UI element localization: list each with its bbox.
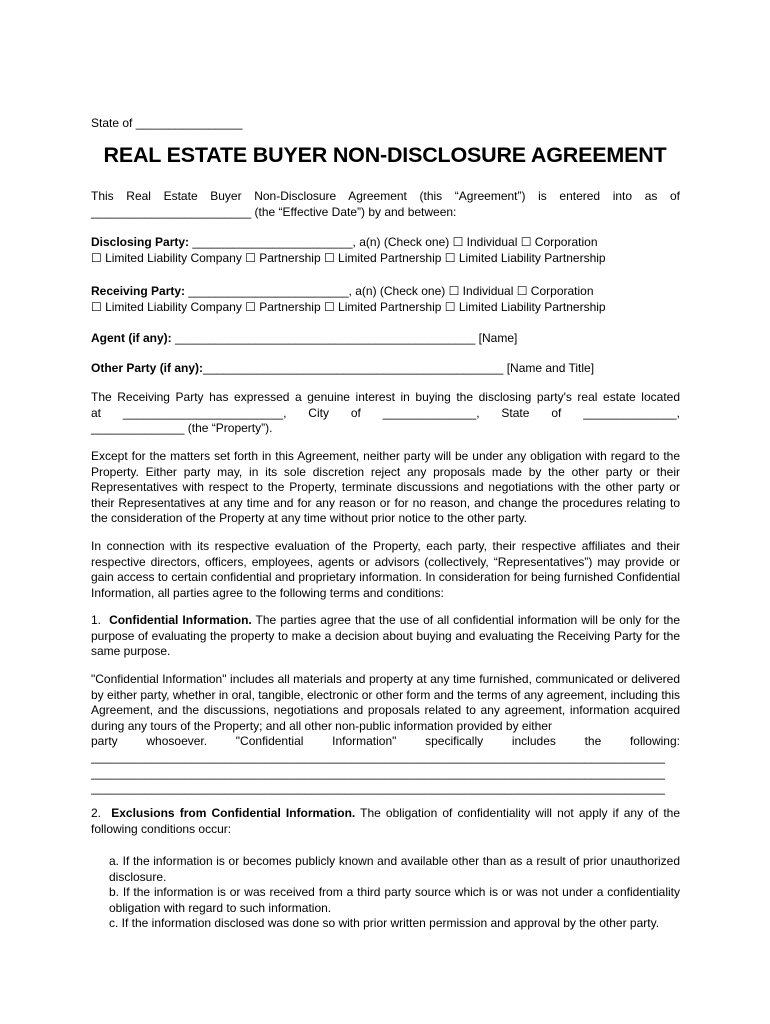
section-2 <box>91 806 680 837</box>
receiving-party-line-1: ________________________, a(n) (Check one) ☐ Individual ☐ Corporation <box>185 284 594 298</box>
section-1-heading: Confidential Information. <box>109 613 252 627</box>
exclusion-item-c: c. If the information disclosed was done so with prior written permission and approval by the other party. <box>109 916 660 931</box>
except-paragraph: Except for the matters set forth in this Agreement, neither party will be under any obligation with regard to the Property. Either party may, in its sole discretion reject any proposals made by the other party or their Representatives with respect to the Property, terminate discussions and negotiations with the other party or their Representatives at any time and for any reason or for no reason, and change the procedures relating to the consideration of the Property at any time without prior notice to the other party. <box>91 449 680 526</box>
exclusions-list <box>91 854 680 932</box>
section-2-text: The obligation of confidentiality will not apply if any of the following conditions occur: <box>91 806 681 836</box>
disclosing-party-line-1: ________________________, a(n) (Check one) ☐ Individual ☐ Corporation <box>189 235 598 249</box>
property-line-1: The Receiving Party has expressed a genuine interest in buying the disclosing party's real estate located <box>91 390 680 404</box>
blank-line-1: ______________________________________________________________________________________ <box>91 749 665 764</box>
receiving-party-block <box>91 284 680 315</box>
disclosing-party-line-2: ☐ Limited Liability Company ☐ Partnership ☐ Limited Partnership ☐ Limited Liability Partnership <box>91 250 606 265</box>
definition-last-line: party whosoever. "Confidential Information" specifically includes the following: <box>91 734 680 749</box>
section-2-heading: Exclusions from Confidential Information. <box>111 806 356 820</box>
section-1-number: 1. <box>91 613 102 627</box>
blank-line-3: ______________________________________________________________________________________ <box>91 781 665 796</box>
intro-paragraph <box>91 189 680 220</box>
state-line: State of ________________ <box>91 116 243 130</box>
section-2-number: 2. <box>91 806 102 820</box>
other-party-line <box>91 361 680 377</box>
receiving-party-line-2: ☐ Limited Liability Company ☐ Partnership ☐ Limited Partnership ☐ Limited Liability Partnership <box>91 299 606 314</box>
disclosing-party-block <box>91 235 680 266</box>
document-title: REAL ESTATE BUYER NON-DISCLOSURE AGREEMENT <box>103 143 667 167</box>
intro-line-2: ________________________ (the “Effective Date”) by and between: <box>91 204 457 219</box>
connection-paragraph: In connection with its respective evaluation of the Property, each party, their respective affiliates and their respective directors, officers, employees, agents or advisors (collectively, “Representatives”) may provide or gain access to certain confidential and proprietary information. In consideration for being furnished Confidential Information, all parties agree to the following terms and conditions: <box>91 539 680 600</box>
receiving-party-label: Receiving Party: <box>91 284 186 298</box>
agent-field: _____________________________________________ [Name] <box>171 331 518 345</box>
other-party-field: _____________________________________________ [Name and Title] <box>203 361 595 375</box>
property-line-2: at ________________________, City of ______________, State of ______________, <box>91 405 680 420</box>
exclusion-item-a: a. If the information is or becomes publicly known and available other than as a result of prior unauthorized disclosure. <box>109 854 680 884</box>
section-1 <box>91 613 680 660</box>
definition-paragraph <box>91 672 680 797</box>
agent-label: Agent (if any): <box>91 331 172 345</box>
exclusion-item-b: b. If the information is or was received from a third party source which is or was not under a confidentiality obligation with regard to such information. <box>109 885 680 915</box>
blank-line-2: ______________________________________________________________________________________ <box>91 765 665 780</box>
definition-text: "Confidential Information" includes all materials and property at any time furnished, communicated or delivered by either party, whether in oral, tangible, electronic or other form and the terms of any agreement, including this Agreement, and the discussions, negotiations and proposals related to any agreement, information acquired during any tours of the Property; and all other non-public information provided by either <box>91 672 680 733</box>
property-paragraph <box>91 390 680 437</box>
other-party-label: Other Party (if any): <box>91 361 204 375</box>
agent-line <box>91 331 680 347</box>
property-line-3: ______________ (the “Property”). <box>91 421 273 436</box>
intro-line-1: This Real Estate Buyer Non-Disclosure Agreement (this “Agreement”) is entered into as of <box>91 189 680 203</box>
disclosing-party-label: Disclosing Party: <box>91 235 190 249</box>
section-1-text: The parties agree that the use of all confidential information will be only for the purpose of evaluating the property to make a decision about buying and evaluating the Receiving Party for the same purpose. <box>91 613 681 659</box>
